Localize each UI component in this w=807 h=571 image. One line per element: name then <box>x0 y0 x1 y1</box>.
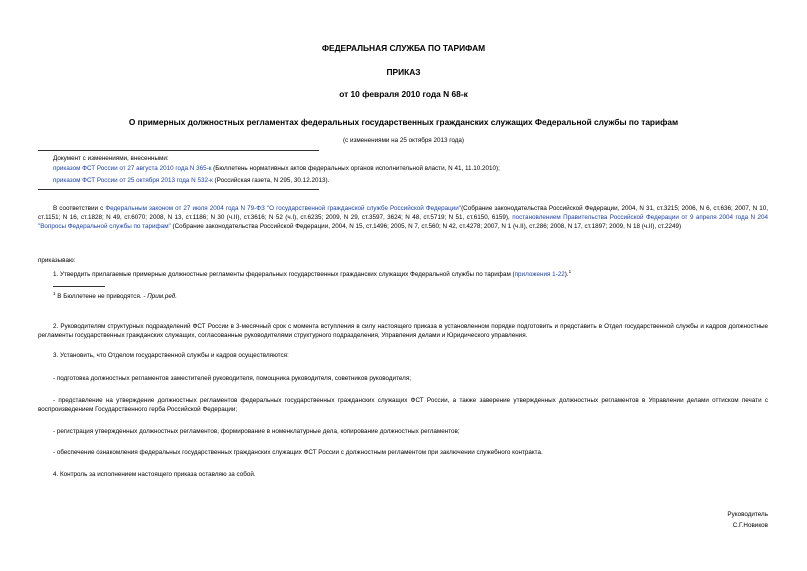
change-link[interactable]: приказом ФСТ России от 27 августа 2010 года N 365-к <box>53 165 212 172</box>
preamble-paragraph: В соответствии с Федеральным законом от 27 июля 2004 года N 79-ФЗ "О государственной гражданской службе Российской Федерации"(Собрание законодательства Российской Федерации, 2004, N 31, ст.3215; 2006, N 6, ст.636; 2007, N 10, ст.1151; N 16, ст.1828; N 49, ст.6070; 2008, N 13, ст.1186; N 30 (ч.II), ст.3616; N 52 (ч.I), ст.6235; 2009, N 29, ст.3597, 3624; N 48, ст.5719; N 51, ст.6150, 6159), постановлением Правительства Российской Федерации от 9 апреля 2004 года N 204 "Вопросы Федеральной службы по тарифам" (Собрание законодательства Российской Федерации, 2004, N 15, ст.1496; 2005, N 7, ст.560; N 42, ст.4278; 2007, N 1 (ч.II), ст.286; 2008, N 17, ст.1897; 2009, N 18 (ч.II), ст.2249) <box>38 205 769 230</box>
signature-position: Руководитель <box>727 511 768 518</box>
doc-type: ПРИКАЗ <box>386 67 421 77</box>
divider-top <box>38 150 319 151</box>
appendices-link[interactable]: приложения 1-22 <box>514 271 565 279</box>
list-item: - обеспечение ознакомления федеральных государственных гражданских служащих ФСТ России с должностным регламентом при заключении служебного контракта. <box>53 449 543 456</box>
page-title: О примерных должностных регламентах федеральных государственных гражданских служащих Федеральной службы по тарифам <box>128 117 679 127</box>
change-link[interactable]: приказом ФСТ России от 25 октября 2013 года N 532-к <box>53 177 213 184</box>
federal-law-link[interactable]: Федеральным законом от 27 июля 2004 года N 79-ФЗ "О государственной гражданской службе Российской Федерации" <box>105 205 462 212</box>
list-item: - представление на утверждение должностных регламентов федеральных государственных гражданских служащих ФСТ России, а также заверение утвержденных должностных регламентов в Управлении делами оттиском печати с воспроизведением Государственного герба Российской Федерации; <box>38 397 768 413</box>
list-item: - регистрация утвержденных должностных регламентов, формирование в номенклатурные дела, копирование должностных регламентов; <box>53 428 460 435</box>
item-2: 2. Руководителям структурных подразделений ФСТ России в 3-месячный срок с момента вступления в силу настоящего приказа в установленном порядке подготовить и представить в Отдел государственной службы и кадров должностные регламенты государственных гражданских служащих, согласованные руководителями структурного подразделения, Управления делами и Юридического управления. <box>38 323 768 339</box>
doc-date: от 10 февраля 2010 года N 68-к <box>339 89 468 99</box>
agency-name: ФЕДЕРАЛЬНАЯ СЛУЖБА ПО ТАРИФАМ <box>321 43 486 53</box>
signature-name: С.Г.Новиков <box>732 522 768 529</box>
item-4: 4. Контроль за исполнением настоящего приказа оставляю за собой. <box>53 471 256 478</box>
government-resolution-link[interactable]: постановлением Правительства Российской Федерации от 9 апреля 2004 года N 204 "Вопросы Федеральной службы по тарифам" <box>38 213 769 230</box>
change-item: приказом ФСТ России от 25 октября 2013 года N 532-к (Российская газета, N 295, 30.12.2013). <box>53 177 330 184</box>
footnote-divider <box>53 286 105 287</box>
item-3: 3. Установить, что Отделом государственной службы и кадров осуществляются: <box>53 352 289 359</box>
revision-note: (с изменениями на 25 октября 2013 года) <box>342 137 465 144</box>
footnote-marker[interactable]: 1 <box>568 269 572 274</box>
change-item: приказом ФСТ России от 27 августа 2010 года N 365-к (Бюллетень нормативных актов федеральных органов исполнительной власти, N 41, 11.10.2010); <box>53 165 500 172</box>
item-1: 1. Утвердить прилагаемые примерные должностные регламенты федеральных государственных гражданских служащих Федеральной службы по тарифам (приложения 1-22).$^1$ <box>53 269 572 279</box>
divider-bottom <box>38 189 319 190</box>
list-item: - подготовка должностных регламентов заместителей руководителя, помощника руководителя, советников руководителя; <box>53 375 412 382</box>
orders-label: приказываю: <box>38 257 76 264</box>
changes-intro: Документ с изменениями, внесенными: <box>53 155 169 162</box>
footnote: $^1$ В Бюллетене не приводятся. - Прим.ред. <box>53 291 178 301</box>
